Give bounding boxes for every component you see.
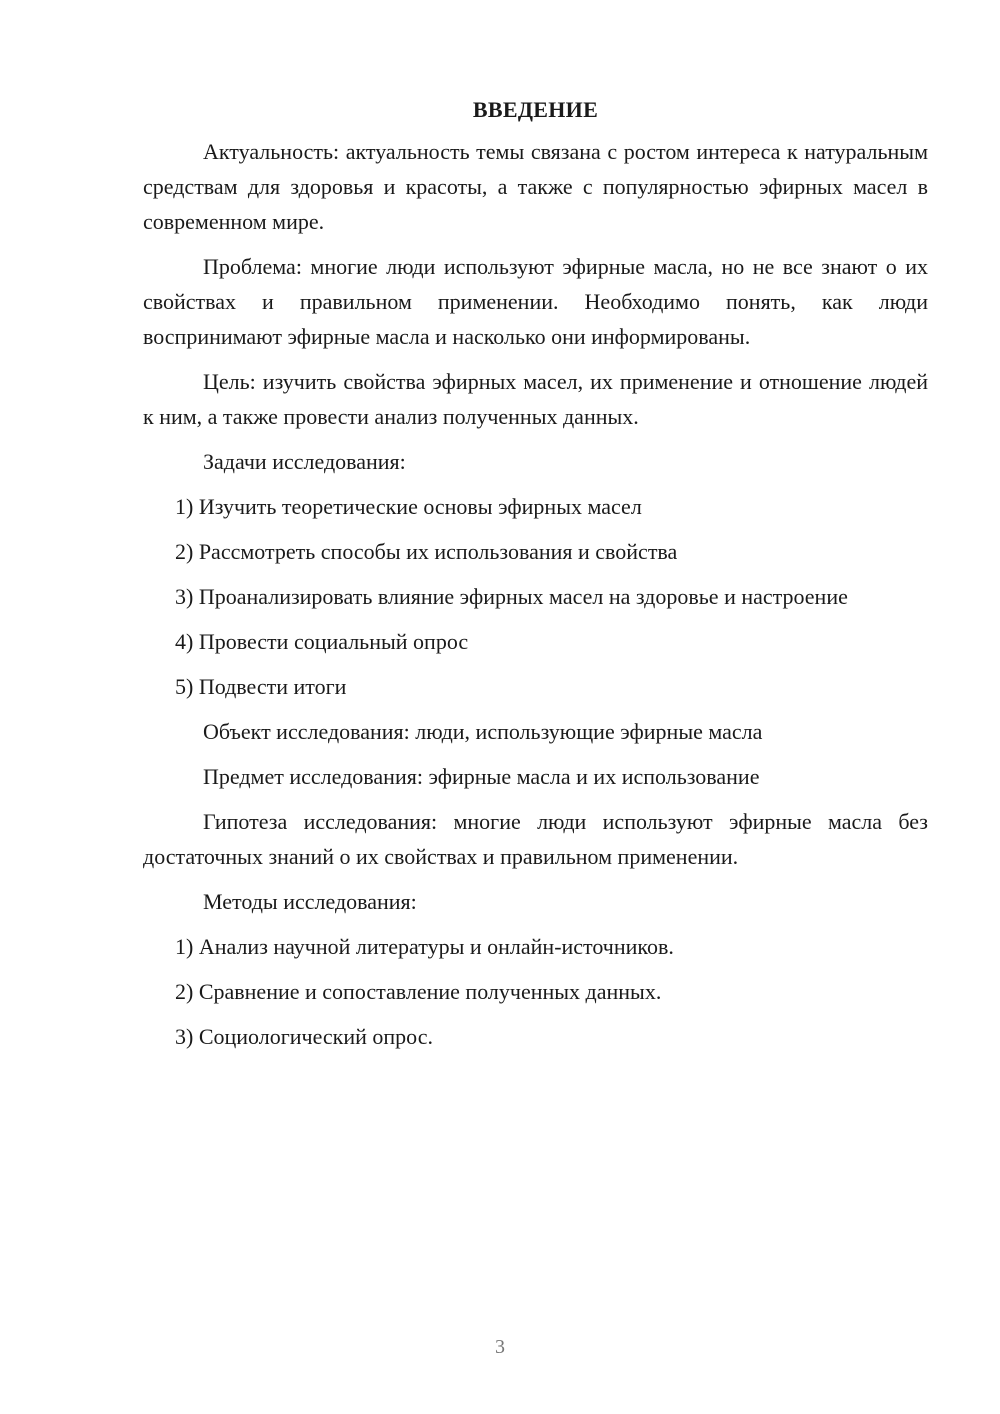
page-number: 3 (495, 1336, 505, 1358)
problem-paragraph: Проблема: многие люди используют эфирные масла, но не все знают о их свойствах и правильном применении. Необходимо понять, как люди воспринимают эфирные масла и насколько они информированы. (143, 254, 928, 349)
object-paragraph: Объект исследования: люди, использующие эфирные масла (203, 719, 763, 744)
task-item: 5) Подвести итоги (175, 674, 347, 699)
task-item: 2) Рассмотреть способы их использования и свойства (175, 539, 678, 564)
method-item: 3) Социологический опрос. (175, 1024, 433, 1049)
task-item: 4) Провести социальный опрос (175, 629, 469, 654)
task-item: 3) Проанализировать влияние эфирных масел на здоровье и настроение (175, 584, 848, 609)
method-item: 1) Анализ научной литературы и онлайн-источников. (175, 934, 674, 959)
task-item: 1) Изучить теоретические основы эфирных масел (175, 494, 642, 519)
goal-paragraph: Цель: изучить свойства эфирных масел, их применение и отношение людей к ним, а также провести анализ полученных данных. (143, 369, 928, 429)
hypothesis-paragraph: Гипотеза исследования: многие люди используют эфирные масла без достаточных знаний о их свойствах и правильном применении. (143, 809, 928, 869)
method-item: 2) Сравнение и сопоставление полученных данных. (175, 979, 662, 1004)
relevance-paragraph: Актуальность: актуальность темы связана с ростом интереса к натуральным средствам для здоровья и красоты, а также с популярностью эфирных масел в современном мире. (143, 139, 928, 234)
methods-heading: Методы исследования: (203, 889, 417, 914)
document-page (143, 92, 928, 1064)
subject-paragraph: Предмет исследования: эфирные масла и их использование (203, 764, 760, 789)
section-title: ВВЕДЕНИЕ (472, 97, 599, 122)
tasks-heading: Задачи исследования: (203, 449, 406, 474)
